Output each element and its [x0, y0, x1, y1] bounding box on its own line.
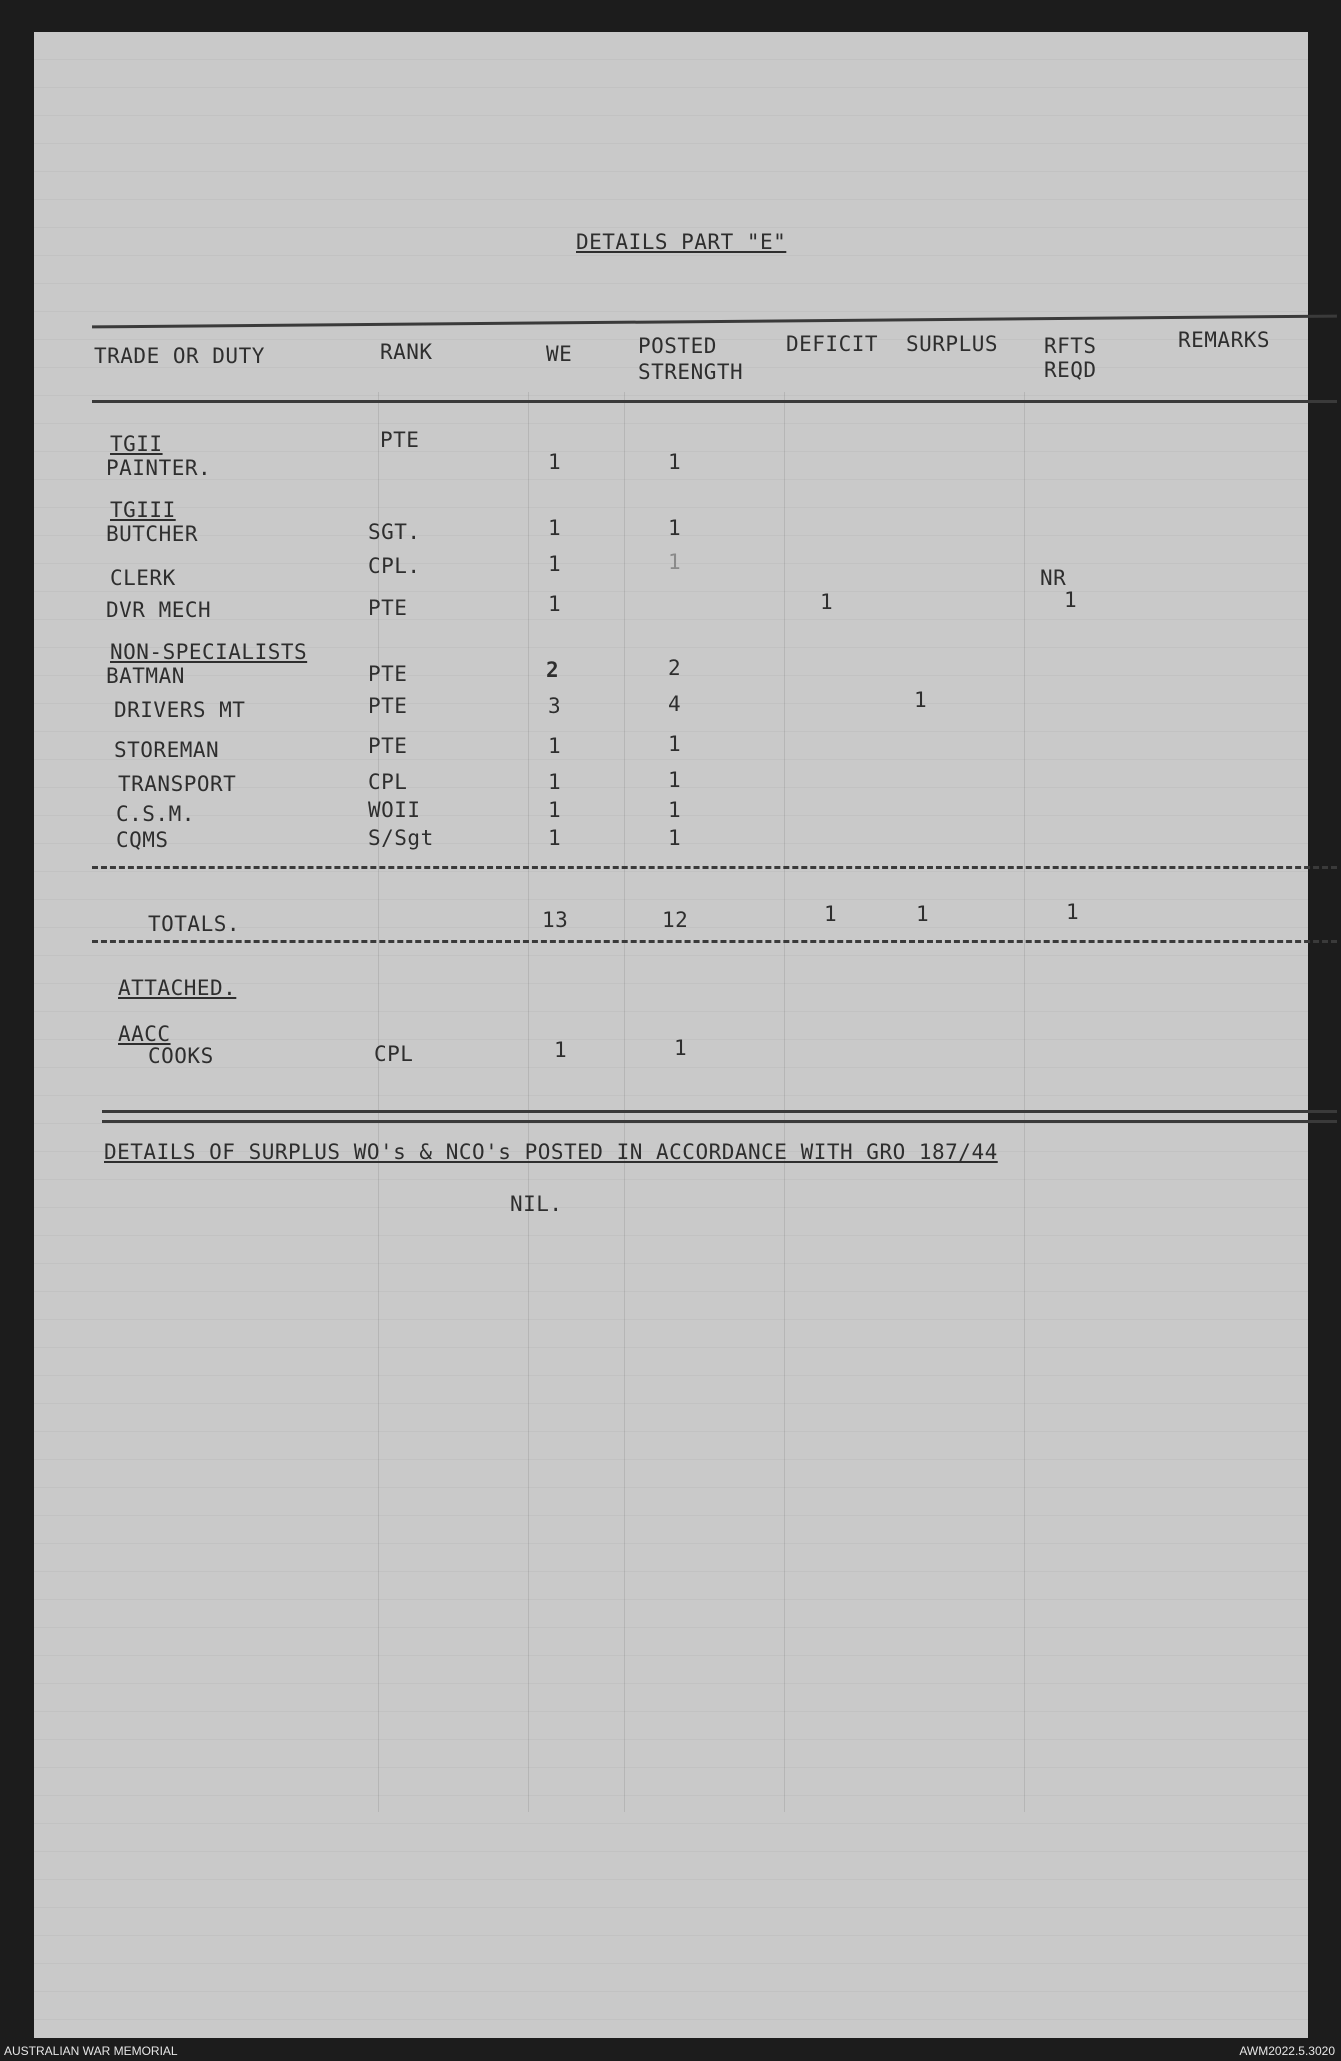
row-storeman-we: 1	[548, 734, 562, 758]
header-top-rule	[92, 315, 1337, 329]
totals-surplus: 1	[916, 902, 930, 926]
group-attached: ATTACHED.	[118, 976, 237, 1000]
row-cooks-we: 1	[554, 1038, 568, 1062]
nil-text: NIL.	[510, 1192, 563, 1216]
row-batman-trade: BATMAN	[106, 664, 185, 688]
row-storeman-rank: PTE	[368, 734, 408, 758]
row-csm-rank: WOII	[368, 798, 421, 822]
totals-we: 13	[542, 908, 569, 932]
row-clerk-trade: CLERK	[110, 566, 176, 590]
row-csm-we: 1	[548, 798, 562, 822]
row-butcher-trade: BUTCHER	[106, 522, 199, 546]
header-we: WE	[546, 342, 573, 366]
header-trade: TRADE OR DUTY	[94, 344, 265, 368]
row-transport-we: 1	[548, 770, 562, 794]
header-reqd: REQD	[1044, 358, 1097, 382]
row-dvrmech-rfts: 1	[1064, 588, 1078, 612]
row-cooks-rank: CPL	[374, 1042, 414, 1066]
row-cqms-posted: 1	[668, 826, 682, 850]
document-page	[34, 32, 1308, 2038]
row-batman-posted: 2	[668, 656, 682, 680]
row-cooks-trade: COOKS	[148, 1044, 214, 1068]
row-storeman-posted: 1	[668, 732, 682, 756]
totals-bottom-rule	[92, 940, 1337, 943]
row-clerk-posted: 1	[668, 550, 682, 574]
totals-top-rule	[92, 866, 1337, 869]
column-rule	[784, 392, 785, 1812]
row-batman-rank: PTE	[368, 662, 408, 686]
header-rfts: RFTS	[1044, 334, 1097, 358]
header-surplus: SURPLUS	[906, 332, 999, 356]
row-storeman-trade: STOREMAN	[114, 738, 220, 762]
row-transport-posted: 1	[668, 768, 682, 792]
totals-rfts: 1	[1066, 900, 1080, 924]
header-rank: RANK	[380, 340, 433, 364]
row-dvrmech-trade: DVR MECH	[106, 598, 212, 622]
header-strength: STRENGTH	[638, 360, 744, 384]
surplus-details-heading: DETAILS OF SURPLUS WO's & NCO's POSTED IN ACCORDANCE WITH GRO 187/44	[104, 1140, 998, 1164]
row-clerk-rfts: NR	[1040, 566, 1067, 590]
group-nonspecialists: NON-SPECIALISTS	[110, 640, 308, 664]
footer-id: AWM2022.5.3020	[1239, 2044, 1335, 2058]
row-painter-trade: PAINTER.	[106, 456, 212, 480]
column-rule	[624, 392, 625, 1812]
row-dvrmech-deficit: 1	[820, 590, 834, 614]
row-painter-posted: 1	[668, 450, 682, 474]
row-dvrmech-rank: PTE	[368, 596, 408, 620]
row-dvrmech-we: 1	[548, 592, 562, 616]
group-aacc: AACC	[118, 1022, 171, 1046]
totals-label: TOTALS.	[148, 912, 241, 936]
header-bottom-rule	[92, 400, 1337, 403]
row-butcher-posted: 1	[668, 516, 682, 540]
row-transport-rank: CPL	[368, 770, 408, 794]
row-cooks-posted: 1	[674, 1036, 688, 1060]
row-transport-trade: TRANSPORT	[118, 772, 237, 796]
totals-posted: 12	[662, 908, 689, 932]
row-batman-we: 2	[546, 658, 560, 682]
row-drivers-trade: DRIVERS MT	[114, 698, 246, 722]
header-deficit: DEFICIT	[786, 332, 879, 356]
header-posted: POSTED	[638, 334, 717, 358]
column-rule	[1024, 392, 1025, 1812]
totals-deficit: 1	[824, 902, 838, 926]
group-tgiii: TGIII	[110, 498, 176, 522]
row-drivers-surplus: 1	[914, 688, 928, 712]
row-painter-we: 1	[548, 450, 562, 474]
row-painter-rank: PTE	[380, 428, 420, 452]
row-cqms-we: 1	[548, 826, 562, 850]
section-rule-1	[102, 1110, 1337, 1113]
row-cqms-trade: CQMS	[116, 828, 169, 852]
group-tgii: TGII	[110, 432, 163, 456]
row-csm-posted: 1	[668, 798, 682, 822]
row-clerk-rank: CPL.	[368, 554, 421, 578]
row-clerk-we: 1	[548, 552, 562, 576]
row-drivers-posted: 4	[668, 692, 682, 716]
section-rule-2	[102, 1120, 1337, 1123]
column-rule	[528, 392, 529, 1812]
row-csm-trade: C.S.M.	[116, 802, 195, 826]
row-cqms-rank: S/Sgt	[368, 826, 434, 850]
row-butcher-rank: SGT.	[368, 520, 421, 544]
footer-source: AUSTRALIAN WAR MEMORIAL	[4, 2044, 178, 2058]
row-drivers-we: 3	[548, 694, 562, 718]
page-title: DETAILS PART "E"	[576, 230, 787, 254]
row-drivers-rank: PTE	[368, 694, 408, 718]
row-butcher-we: 1	[548, 516, 562, 540]
header-remarks: REMARKS	[1178, 328, 1271, 352]
